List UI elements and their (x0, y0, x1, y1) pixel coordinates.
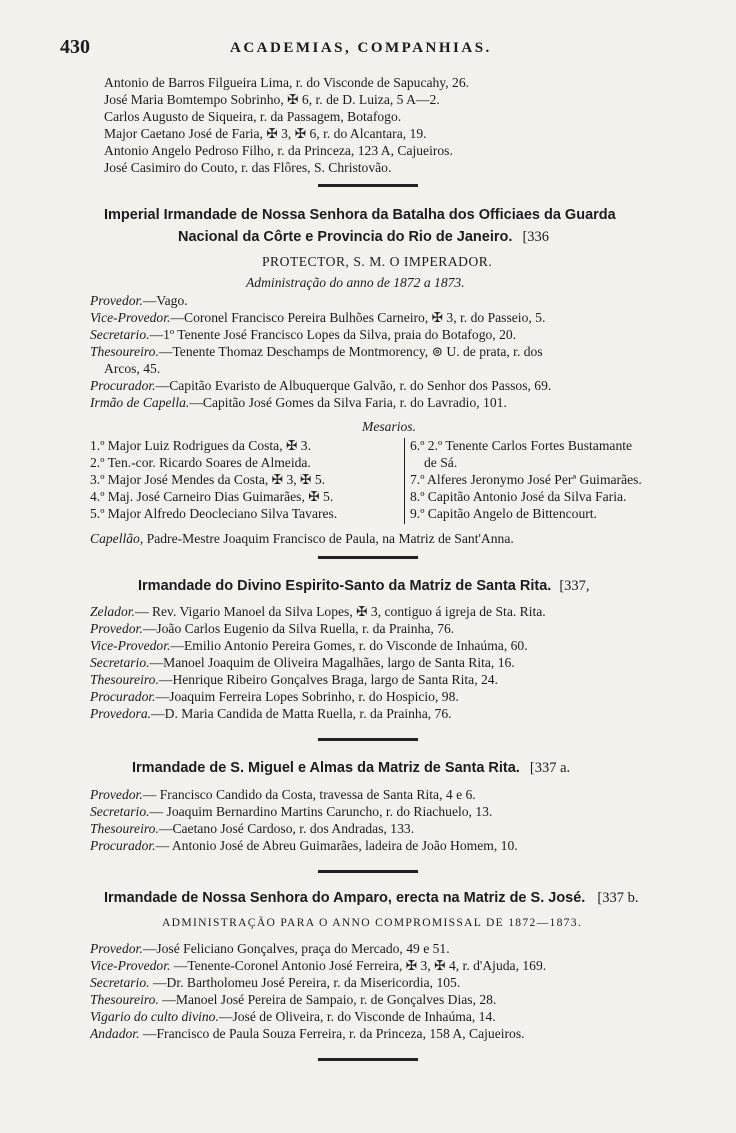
officer-detail: —Vago. (142, 293, 188, 308)
section-337b-ref: [337 b. (597, 890, 639, 906)
officer-role: Vice-Provedor. (90, 310, 171, 325)
section-337-ref: [337, (559, 578, 590, 594)
officer-line (90, 326, 516, 344)
intro-line: Antonio de Barros Filgueira Lima, r. do Visconde de Sapucahy, 26. (104, 75, 470, 90)
page-number: 430 (60, 36, 90, 58)
officer-line (90, 343, 543, 361)
section-337-title (138, 578, 590, 595)
officer-role: Provedor. (90, 293, 143, 308)
officer-detail: —Manoel José Pereira de Sampaio, r. de Gonçalves Dias, 28. (158, 992, 497, 1007)
officer-detail: —Emilio Antonio Pereira Gomes, r. do Visconde de Inhaúma, 60. (170, 638, 528, 653)
mesario-left: 1.º Major Luiz Rodrigues da Costa, ✠ 3. (90, 438, 311, 453)
officer-line (90, 309, 545, 327)
officer-line (90, 786, 476, 804)
section-337a-title (132, 760, 570, 777)
section-337b-title-text: Irmandade de Nossa Senhora do Amparo, erecta na Matriz de S. José. (104, 890, 586, 906)
officer-line (90, 292, 188, 310)
officer-line (90, 603, 546, 621)
officer-line (90, 940, 450, 958)
officer-line (90, 620, 454, 638)
officer-role: Thesoureiro. (90, 992, 159, 1007)
officer-line (90, 991, 496, 1009)
section-336-title-line2 (178, 229, 549, 246)
officer-detail: — Rev. Vigario Manoel da Silva Lopes, ✠ 3, contiguo á igreja de Sta. Rita. (134, 604, 546, 619)
officer-role: Vigario do culto divino. (90, 1009, 219, 1024)
officer-detail: — Francisco Candido da Costa, travessa de Santa Rita, 4 e 6. (142, 787, 476, 802)
intro-line: Major Caetano José de Faria, ✠ 3, ✠ 6, r. do Alcantara, 19. (104, 126, 427, 141)
column-divider (404, 438, 405, 524)
capellao-role: Capellão, (90, 531, 144, 546)
officer-line (90, 671, 498, 689)
officer-detail: —1º Tenente José Francisco Lopes da Silva, praia do Botafogo, 20. (149, 327, 517, 342)
mesario-right: 7.º Alferes Jeronymo José Perª Guimarães. (410, 472, 642, 487)
officer-line (90, 654, 515, 672)
section-336-title-line1: Imperial Irmandade de Nossa Senhora da Batalha dos Officiaes da Guarda (104, 207, 616, 223)
officer-detail: —Tenente Thomaz Deschamps de Montmorency, ⊚ U. de prata, r. dos (158, 344, 543, 359)
officer-detail: — Antonio José de Abreu Guimarães, ladeira de João Homem, 10. (155, 838, 518, 853)
officer-role: Zelador. (90, 604, 135, 619)
officer-line (90, 820, 414, 838)
officer-role: Provedor. (90, 941, 143, 956)
officer-detail: —Manoel Joaquim de Oliveira Magalhães, largo de Santa Rita, 16. (149, 655, 515, 670)
officer-detail: —Capitão Evaristo de Albuquerque Galvão, r. do Senhor dos Passos, 69. (155, 378, 552, 393)
officer-role: Thesoureiro. (90, 821, 159, 836)
running-title: ACADEMIAS, COMPANHIAS. (230, 40, 492, 56)
officer-line (90, 377, 551, 395)
officer-detail: —Henrique Ribeiro Gonçalves Braga, largo de Santa Rita, 24. (158, 672, 498, 687)
officer-role: Vice-Provedor. (90, 638, 171, 653)
section-337a-ref: [337 a. (529, 760, 571, 776)
page-header (60, 36, 696, 60)
officer-role: Secretario. (90, 327, 150, 342)
administration-line: Administração do anno de 1872 a 1873. (246, 275, 465, 290)
officer-detail: —José Feliciano Gonçalves, praça do Mercado, 49 e 51. (142, 941, 450, 956)
mesario-right: 8.º Capitão Antonio José da Silva Faria. (410, 489, 627, 504)
officer-line (90, 688, 459, 706)
section-divider (318, 870, 418, 873)
officer-line (90, 1008, 496, 1026)
officer-role: Vice-Provedor. (90, 958, 171, 973)
officer-detail: —Dr. Bartholomeu José Pereira, r. da Misericordia, 105. (149, 975, 461, 990)
capellao-line (90, 530, 514, 548)
officer-line (90, 803, 492, 821)
section-divider (318, 738, 418, 741)
officer-line (90, 1025, 525, 1043)
mesario-right: 9.º Capitão Angelo de Bittencourt. (410, 506, 597, 521)
protector-line: PROTECTOR, S. M. O IMPERADOR. (262, 254, 493, 269)
officer-detail: —José de Oliveira, r. do Visconde de Inhaúma, 14. (218, 1009, 496, 1024)
officer-role: Provedor. (90, 621, 143, 636)
section-divider (318, 184, 418, 187)
officer-detail: —João Carlos Eugenio da Silva Ruella, r. da Prainha, 76. (142, 621, 455, 636)
officer-continuation: Arcos, 45. (104, 361, 161, 376)
intro-line: José Casimiro do Couto, r. das Flôres, S. Christovão. (104, 160, 392, 175)
mesario-left: 3.º Major José Mendes da Costa, ✠ 3, ✠ 5. (90, 472, 326, 487)
officer-role: Provedora. (90, 706, 152, 721)
officer-detail: —Francisco de Paula Souza Ferreira, r. da Princeza, 158 A, Cajueiros. (139, 1026, 525, 1041)
officer-role: Provedor. (90, 787, 143, 802)
officer-role: Irmão de Capella. (90, 395, 190, 410)
officer-detail: —Coronel Francisco Pereira Bulhões Carneiro, ✠ 3, r. do Passeio, 5. (170, 310, 546, 325)
officer-line (90, 394, 507, 412)
mesario-right: de Sá. (424, 455, 458, 470)
capellao-detail: Padre-Mestre Joaquim Francisco de Paula, na Matriz de Sant'Anna. (143, 531, 514, 546)
officer-detail: —D. Maria Candida de Matta Ruella, r. da Prainha, 76. (151, 706, 452, 721)
administration-line: ADMINISTRAÇÃO PARA O ANNO COMPROMISSAL DE 1872—1873. (162, 916, 583, 929)
mesario-left: 5.º Major Alfredo Deocleciano Silva Tavares. (90, 506, 338, 521)
officer-role: Procurador. (90, 689, 156, 704)
section-336-title-text: Nacional da Côrte e Provincia do Rio de Janeiro. (178, 229, 513, 245)
section-337-title-text: Irmandade do Divino Espirito-Santo da Matriz de Santa Rita. (138, 578, 552, 594)
officer-role: Thesoureiro. (90, 344, 159, 359)
section-divider (318, 1058, 418, 1061)
officer-line (90, 637, 528, 655)
officer-detail: —Caetano José Cardoso, r. dos Andradas, 133. (158, 821, 415, 836)
officer-detail: — Joaquim Bernardino Martins Caruncho, r. do Riachuelo, 13. (149, 804, 493, 819)
officer-line (90, 837, 518, 855)
officer-line (90, 974, 460, 992)
officer-line (90, 957, 546, 975)
officer-role: Procurador. (90, 378, 156, 393)
officer-detail: —Joaquim Ferreira Lopes Sobrinho, r. do Hospicio, 98. (155, 689, 459, 704)
section-337a-title-text: Irmandade de S. Miguel e Almas da Matriz de Santa Rita. (132, 760, 520, 776)
officer-role: Secretario. (90, 655, 150, 670)
officer-role: Thesoureiro. (90, 672, 159, 687)
officer-role: Andador. (90, 1026, 140, 1041)
intro-line: Antonio Angelo Pedroso Filho, r. da Princeza, 123 A, Cajueiros. (104, 143, 453, 158)
officer-role: Secretario. (90, 804, 150, 819)
intro-line: Carlos Augusto de Siqueira, r. da Passagem, Botafogo. (104, 109, 402, 124)
section-divider (318, 556, 418, 559)
officer-detail: —Capitão José Gomes da Silva Faria, r. do Lavradio, 101. (189, 395, 507, 410)
mesarios-heading: Mesarios. (362, 419, 416, 434)
officer-role: Secretario. (90, 975, 150, 990)
officer-detail: —Tenente-Coronel Antonio José Ferreira, ✠ 3, ✠ 4, r. d'Ajuda, 169. (170, 958, 547, 973)
section-337b-title (104, 890, 638, 907)
section-336-ref: [336 (522, 229, 550, 245)
mesario-left: 2.º Ten.-cor. Ricardo Soares de Almeida. (90, 455, 311, 470)
officer-line (90, 705, 452, 723)
mesario-left: 4.º Maj. José Carneiro Dias Guimarães, ✠ 5. (90, 489, 334, 504)
intro-line: José Maria Bomtempo Sobrinho, ✠ 6, r. de D. Luiza, 5 A—2. (104, 92, 440, 107)
officer-role: Procurador. (90, 838, 156, 853)
mesario-right: 6.º 2.º Tenente Carlos Fortes Bustamante (410, 438, 633, 453)
